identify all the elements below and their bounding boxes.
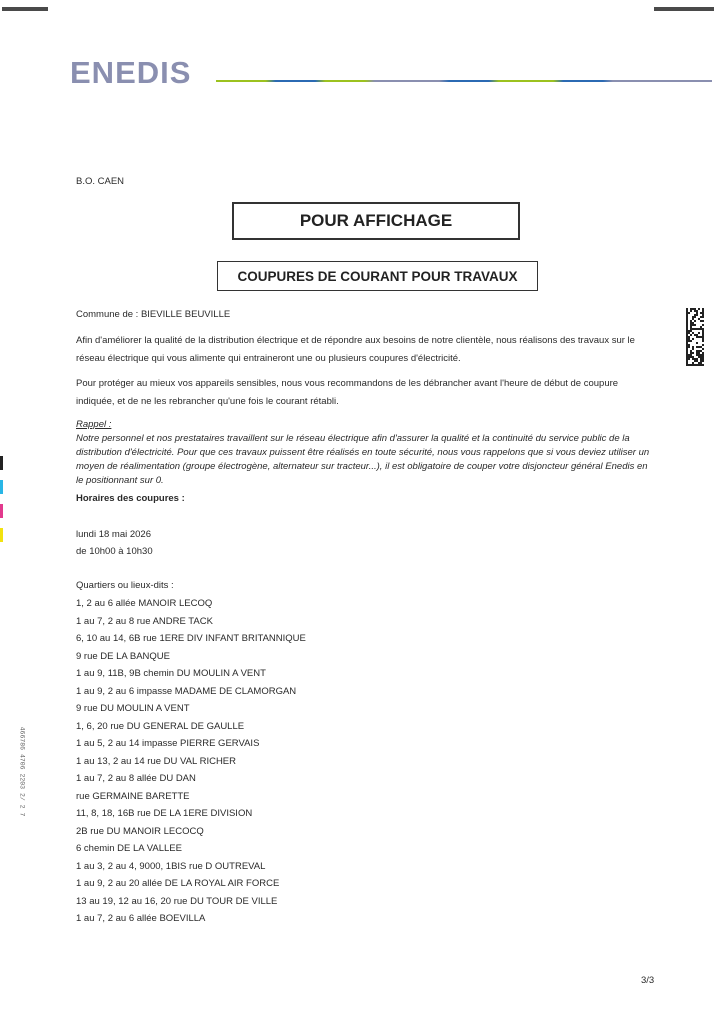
quartiers-title: Quartiers ou lieux-dits : (76, 580, 174, 591)
street-item: 1 au 9, 11B, 9B chemin DU MOULIN A VENT (76, 668, 266, 679)
outage-time: de 10h00 à 10h30 (76, 546, 153, 557)
street-item: 2B rue DU MANOIR LECOCQ (76, 825, 204, 837)
street-item: 11, 8, 18, 16B rue DE LA 1ERE DIVISION (76, 808, 253, 819)
street-item: 1 au 7, 2 au 6 allée BOEVILLA (76, 913, 206, 924)
street-item: 6 chemin DE LA VALLEE (76, 843, 182, 854)
street-item: 1 au 9, 2 au 6 impasse MADAME DE CLAMORGAN (76, 685, 297, 697)
street-item: 1 au 13, 2 au 14 rue DU VAL RICHER (76, 755, 236, 767)
rappel-block (76, 418, 656, 488)
scan-mark-left (2, 7, 48, 11)
street-item: 9 rue DE LA BANQUE (76, 650, 170, 662)
street-item: 9 rue DU MOULIN A VENT (76, 703, 190, 714)
datamatrix-barcode (686, 308, 704, 366)
title-affichage-text: POUR AFFICHAGE (299, 211, 453, 230)
title-coupures-text: COUPURES DE COURANT POUR TRAVAUX (237, 268, 518, 284)
outage-date: lundi 18 mai 2026 (76, 529, 151, 540)
registration-mark-cyan (0, 480, 3, 494)
registration-mark-magenta (0, 504, 3, 518)
intro-paragraph: Afin d'améliorer la qualité de la distribution électrique et de répondre aux besoins de notre clientèle, nous réalisons des travaux sur le réseau électrique qui vous alimente qui entraineront une ou plusieurs coupures d'électricité. (76, 335, 635, 364)
street-item: 1 au 5, 2 au 14 impasse PIERRE GERVAIS (76, 738, 260, 749)
rappel-title: Rappel : (76, 419, 112, 430)
horaires-title: Horaires des coupures : (76, 493, 185, 504)
title-affichage (232, 202, 520, 240)
title-coupures (217, 261, 538, 291)
street-item: 1, 6, 20 rue DU GENERAL DE GAULLE (76, 720, 245, 732)
street-item: 1 au 3, 2 au 4, 9000, 1BIS rue D OUTREVAL (76, 860, 266, 872)
street-item: 13 au 19, 12 au 16, 20 rue DU TOUR DE VILLE (76, 895, 278, 907)
advice-paragraph: Pour protéger au mieux vos appareils sensibles, nous vous recommandons de les débrancher avant l'heure de début de coupure indiquée, et de ne les rebrancher qu'une fois le courant rétabli. (76, 378, 619, 407)
color-registration-marks (0, 456, 3, 552)
rappel-text: Notre personnel et nos prestataires travaillent sur le réseau électrique afin d'assurer la qualité et la continuité du service public de la distribution d'électricité. Pour que ces travaux puissent être réalisés en toute sécurité, nous vous rappelons que si vous deviez utiliser un moyen de réalimentation (groupe électrogène, alternateur sur tracteur...), il est obligatoire de couper votre disjoncteur général Enedis en le positionnant sur 0. (76, 433, 650, 486)
street-item: 1 au 7, 2 au 8 allée DU DAN (76, 773, 196, 784)
header-rule (216, 80, 712, 82)
commune: Commune de : BIEVILLE BEUVILLE (76, 309, 231, 320)
logo-text: ENEDIS (70, 56, 192, 88)
street-item: 1 au 7, 2 au 8 rue ANDRE TACK (76, 615, 213, 627)
enedis-logo (70, 56, 210, 88)
street-item: 6, 10 au 14, 6B rue 1ERE DIV INFANT BRITANNIQUE (76, 633, 306, 644)
registration-mark-yellow (0, 528, 3, 542)
street-item: 1, 2 au 6 allée MANOIR LECOQ (76, 598, 213, 609)
street-item: rue GERMAINE BARETTE (76, 790, 190, 802)
scan-mark-right (654, 7, 714, 11)
registration-mark-black (0, 456, 3, 470)
page-number: 3/3 (641, 975, 655, 986)
street-list (76, 595, 306, 928)
street-item: 1 au 9, 2 au 20 allée DE LA ROYAL AIR FORCE (76, 878, 280, 889)
side-print-code: 466786 4706 2203 2/ 2 7 (18, 726, 26, 817)
sender-office: B.O. CAEN (76, 176, 125, 187)
